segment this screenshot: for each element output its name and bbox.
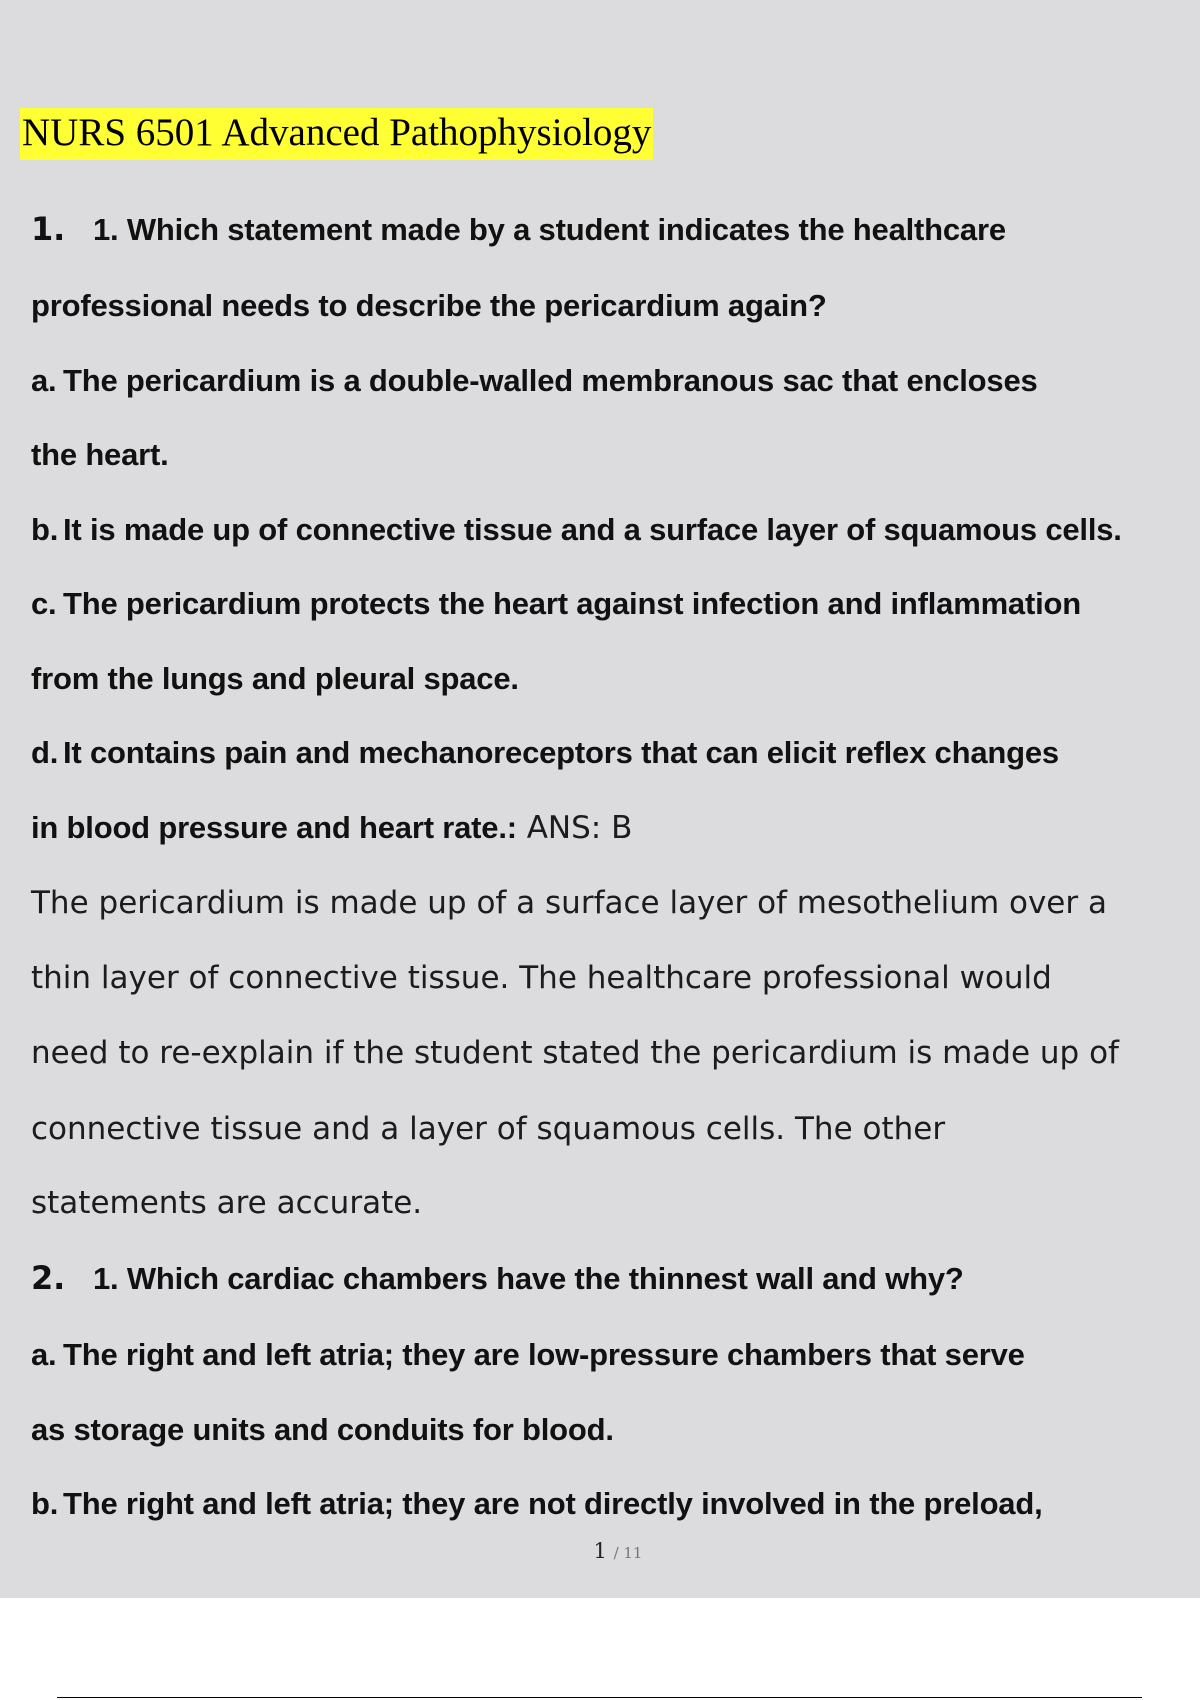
footer-divider — [57, 1697, 1142, 1698]
rationale-line: need to re-explain if the student stated the pericardium is made up of — [31, 1035, 1119, 1071]
option-letter: d. — [31, 735, 59, 770]
question-1-stem — [31, 210, 1006, 248]
page-number — [0, 1539, 1200, 1563]
document-title: NURS 6501 Advanced Pathophysiology — [20, 108, 653, 160]
question-1-option-c — [31, 586, 1081, 622]
option-text: The right and left atria; they are not directly involved in the preload, — [63, 1486, 1043, 1521]
question-stem-text: 1. Which statement made by a student indicates the healthcare — [93, 212, 1006, 247]
rationale-line: connective tissue and a layer of squamous cells. The other — [31, 1111, 946, 1147]
question-1-option-b — [31, 512, 1122, 548]
question-1-option-c-cont: from the lungs and pleural space. — [31, 661, 519, 696]
option-text: in blood pressure and heart rate.: — [31, 810, 517, 845]
question-1-option-d-cont — [31, 810, 632, 846]
question-2-option-a-cont: as storage units and conduits for blood. — [31, 1412, 614, 1447]
option-letter: c. — [31, 586, 57, 621]
page-total: / 11 — [613, 1544, 643, 1562]
question-stem-text: 1. Which cardiac chambers have the thinnest wall and why? — [93, 1261, 964, 1296]
question-number: 1. — [31, 210, 66, 248]
option-text: The pericardium is a double-walled membranous sac that encloses — [63, 363, 1038, 398]
option-text: It contains pain and mechanoreceptors that can elicit reflex changes — [63, 735, 1059, 770]
option-text: It is made up of connective tissue and a surface layer of squamous cells. — [63, 512, 1122, 547]
question-number: 2. — [31, 1259, 66, 1297]
question-1-stem-cont: professional needs to describe the pericardium again? — [31, 288, 827, 323]
rationale-line: The pericardium is made up of a surface layer of mesothelium over a — [31, 885, 1107, 921]
option-letter: b. — [31, 1486, 59, 1521]
question-1-option-a-cont: the heart. — [31, 437, 169, 472]
answer-key: ANS: B — [516, 810, 633, 846]
option-letter: a. — [31, 363, 57, 398]
question-2-option-a — [31, 1337, 1025, 1373]
page-current: 1 — [593, 1539, 607, 1563]
option-text: The right and left atria; they are low-pressure chambers that serve — [63, 1337, 1025, 1372]
option-letter: a. — [31, 1337, 57, 1372]
option-text: The pericardium protects the heart against infection and inflammation — [63, 586, 1081, 621]
question-1-option-d — [31, 735, 1059, 771]
rationale-line: statements are accurate. — [31, 1185, 423, 1221]
question-1-option-a — [31, 363, 1038, 399]
rationale-line: thin layer of connective tissue. The healthcare professional would — [31, 960, 1052, 996]
question-2-option-b — [31, 1486, 1043, 1522]
question-2-stem — [31, 1259, 964, 1297]
option-letter: b. — [31, 512, 59, 547]
